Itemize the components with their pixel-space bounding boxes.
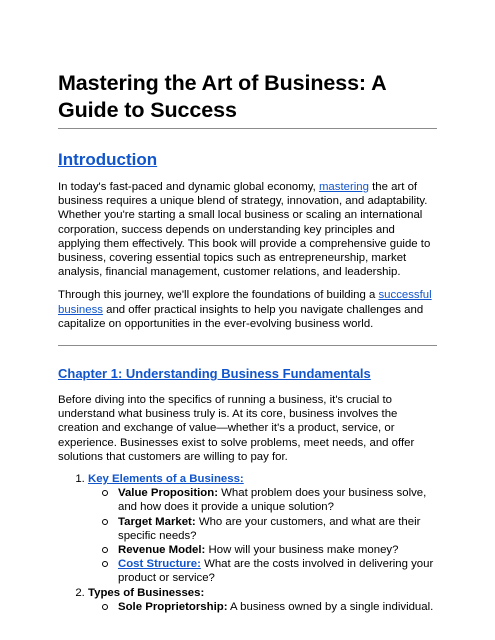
- hollow-bullet-icon: [102, 490, 108, 496]
- key-elements-link[interactable]: Key Elements of a Business:: [88, 473, 244, 486]
- chapter-1-list: [58, 472, 437, 614]
- cost-structure-link[interactable]: Cost Structure:: [118, 558, 201, 571]
- successful-business-link[interactable]: successful business: [58, 289, 432, 316]
- title-divider: [58, 128, 437, 129]
- hollow-bullet-icon: [102, 519, 108, 525]
- intro-paragraph-2: [58, 288, 437, 331]
- chapter-1-paragraph: Before diving into the specifics of running a business, it's crucial to understand what business truly is. At its core, business involves the creation and exchange of value—whether it's a product, service, or experience. Businesses exist to solve problems, meet needs, and offer solutions that customers are willing to pay for.: [58, 394, 415, 463]
- term-sole-proprietorship: Sole Proprietorship:: [118, 600, 228, 613]
- intro-p1-text-b: the art of business requires a unique blend of strategy, innovation, and adaptability. Whether you're starting a small local business or scaling an international corporation, success depends on understanding key principles and applying them effectively. This book will provide a comprehensive guide to business, covering essential topics such as entrepreneurship, market analysis, financial management, customer relations, and leadership.: [58, 181, 431, 279]
- item-text: What problem does your business solve, and how does it provide a unique solution?: [118, 487, 427, 514]
- item-text: How will your business make money?: [205, 544, 399, 557]
- chapter-1-heading[interactable]: Chapter 1: Understanding Business Fundamentals: [58, 366, 371, 382]
- list-item: [102, 543, 437, 557]
- intro-p1-text-a: In today's fast-paced and dynamic global economy,: [58, 181, 319, 193]
- key-elements-sublist: [88, 486, 437, 585]
- list-item: [102, 486, 437, 514]
- item-text: A business owned by a single individual.: [227, 600, 434, 613]
- types-of-businesses-label: Types of Businesses:: [88, 586, 205, 599]
- term-revenue-model: Revenue Model:: [118, 544, 206, 557]
- list-item: [102, 515, 437, 543]
- mastering-link[interactable]: mastering: [318, 181, 369, 193]
- term-target-market: Target Market:: [118, 515, 196, 528]
- document-title: Mastering the Art of Business: A Guide to Success: [58, 71, 386, 122]
- intro-paragraph-1: [58, 180, 437, 279]
- term-value-proposition: Value Proposition:: [118, 487, 218, 500]
- hollow-bullet-icon: [102, 604, 108, 610]
- item-text: Who are your customers, and what are their specific needs?: [118, 515, 421, 542]
- list-item: [102, 557, 437, 585]
- introduction-heading[interactable]: Introduction: [58, 150, 158, 169]
- hollow-bullet-icon: [102, 561, 108, 567]
- list-item-types-of-businesses: [88, 586, 437, 614]
- hollow-bullet-icon: [102, 547, 108, 553]
- intro-p2-text-a: Through this journey, we'll explore the foundations of building a: [58, 289, 379, 302]
- list-item-key-elements: [88, 472, 437, 586]
- intro-p2-text-b: and offer practical insights to help you navigate challenges and capitalize on opportunities in the ever-evolving business world.: [58, 303, 424, 330]
- list-item: [102, 600, 437, 614]
- types-sublist: [88, 600, 437, 614]
- item-text: What are the costs involved in delivering your product or service?: [118, 558, 434, 585]
- introduction-divider: [58, 345, 437, 346]
